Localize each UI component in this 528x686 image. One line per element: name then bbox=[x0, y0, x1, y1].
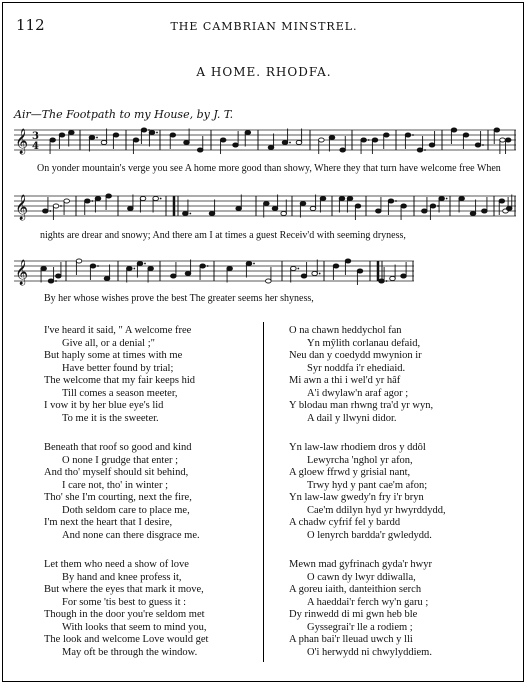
note-head bbox=[43, 209, 49, 213]
verse-line: Doth seldom care to place me, bbox=[62, 504, 190, 516]
note-head bbox=[245, 130, 251, 134]
welsh-stanza bbox=[289, 325, 446, 425]
note-head bbox=[379, 279, 385, 283]
note-head bbox=[104, 276, 110, 280]
verse-line: Gyssegrai'r lle a rodiem ; bbox=[307, 621, 413, 633]
note-head bbox=[376, 209, 382, 213]
welsh-stanza bbox=[289, 559, 446, 659]
verse-line: I've heard it said, " A welcome free bbox=[44, 325, 192, 336]
verse-line: A dail y llwyni didor. bbox=[307, 412, 397, 424]
verse-line: Yn mŷlith corlanau defaid, bbox=[307, 337, 421, 349]
note-head bbox=[345, 259, 351, 263]
note-dot bbox=[289, 142, 291, 144]
time-signature: 3 bbox=[32, 131, 39, 142]
note-head bbox=[281, 211, 287, 215]
verse-line: And none can there disgrace me. bbox=[62, 529, 200, 541]
air-caption: Air—The Footpath to my House, by J. T. bbox=[14, 108, 234, 121]
note-head bbox=[56, 274, 62, 278]
verse-line: A'i dwylaw'n araf agor ; bbox=[307, 387, 409, 399]
note-head bbox=[340, 148, 346, 152]
note-head bbox=[268, 145, 274, 149]
verse-line: Neu dan y coedydd mwynion ir bbox=[289, 350, 422, 361]
note-dot bbox=[424, 149, 426, 151]
note-dot bbox=[412, 134, 414, 136]
verse-line: The welcome that my fair keeps hid bbox=[44, 375, 196, 386]
note-head bbox=[282, 140, 288, 144]
verse-line: A chadw cyfrif fel y bardd bbox=[289, 517, 401, 528]
running-title: THE CAMBRIAN MINSTREL. bbox=[170, 20, 358, 33]
note-dot bbox=[133, 268, 135, 270]
music-lyric-3: By her whose wishes prove the best The greater seems her shyness, bbox=[44, 293, 314, 304]
music-lyric-2: nights are drear and snowy; And there am I at times a guest Receiv'd with seeming dryness, bbox=[40, 230, 406, 241]
treble-clef-icon: 𝄞 bbox=[15, 129, 29, 154]
note-dot bbox=[96, 137, 98, 139]
note-head bbox=[470, 211, 476, 215]
verse-line: Tho' she I'm courting, next the fire, bbox=[44, 492, 192, 503]
verse-line: A goreu iaith, danteithion serch bbox=[289, 584, 422, 595]
note-head bbox=[266, 279, 272, 283]
english-verses bbox=[44, 325, 208, 676]
verse-line: By hand and knee profess it, bbox=[62, 571, 182, 583]
note-dot bbox=[97, 265, 99, 267]
note-head bbox=[133, 138, 139, 142]
note-head bbox=[246, 261, 252, 265]
note-head bbox=[451, 128, 457, 132]
note-head bbox=[482, 209, 488, 213]
note-dot bbox=[189, 213, 191, 215]
note-head bbox=[347, 196, 353, 200]
treble-clef-icon: 𝄞 bbox=[15, 260, 29, 285]
english-stanza bbox=[44, 325, 208, 425]
verse-line: Dy rinwedd di mi gwn heb ble bbox=[289, 609, 418, 620]
music-staff-1 bbox=[14, 122, 516, 168]
verse-line: Have better found by trial; bbox=[62, 362, 174, 374]
note-head bbox=[384, 133, 390, 137]
note-head bbox=[227, 266, 233, 270]
verse-line: The look and welcome Love would get bbox=[44, 634, 209, 645]
verse-line: Y blodau man rhwng tra'd yr wyn, bbox=[289, 400, 434, 411]
note-head bbox=[355, 204, 361, 208]
note-head bbox=[500, 138, 506, 142]
note-head bbox=[85, 199, 91, 203]
note-head bbox=[320, 196, 326, 200]
note-head bbox=[183, 211, 189, 215]
note-head bbox=[505, 138, 511, 142]
verse-line: I care not, tho' in winter ; bbox=[62, 479, 168, 491]
note-head bbox=[310, 206, 316, 210]
note-head bbox=[113, 133, 119, 137]
note-dot bbox=[368, 139, 370, 141]
note-dot bbox=[160, 198, 162, 200]
verse-line: Mewn mad gyfrinach gyda'r hwyr bbox=[289, 559, 433, 570]
note-dot bbox=[297, 268, 299, 270]
note-head bbox=[475, 143, 481, 147]
verse-line: O lenyrch bardda'r gwledydd. bbox=[307, 529, 432, 541]
welsh-verses bbox=[289, 325, 446, 676]
note-head bbox=[184, 140, 190, 144]
note-head bbox=[405, 133, 411, 137]
welsh-stanza bbox=[289, 442, 446, 542]
note-head bbox=[106, 194, 112, 198]
note-head bbox=[41, 266, 47, 270]
verse-line: Cae'm ddilyn hyd yr hwyrddydd, bbox=[307, 504, 446, 516]
note-head bbox=[233, 143, 239, 147]
note-head bbox=[339, 196, 345, 200]
note-head bbox=[236, 206, 242, 210]
note-head bbox=[137, 261, 143, 265]
verse-line: I vow it by her blue eye's lid bbox=[44, 400, 164, 411]
note-head bbox=[312, 271, 318, 275]
note-head bbox=[141, 128, 147, 132]
verse-line: Syr noddfa i'r ehediaid. bbox=[307, 362, 406, 374]
note-head bbox=[329, 135, 335, 139]
note-dot bbox=[446, 198, 448, 200]
note-dot bbox=[156, 132, 158, 134]
note-head bbox=[372, 138, 378, 142]
note-head bbox=[361, 138, 367, 142]
verse-line: Though in the door you're seldom met bbox=[44, 609, 205, 620]
note-dot bbox=[91, 200, 93, 202]
note-head bbox=[50, 138, 56, 142]
verse-line: O'i herwydd ni chwylyddiem. bbox=[307, 646, 432, 658]
column-divider bbox=[263, 322, 264, 662]
verse-line: Trwy hyd y pant cae'm afon; bbox=[307, 479, 428, 491]
note-head bbox=[422, 209, 428, 213]
note-dot bbox=[253, 263, 255, 265]
verse-line: Lewyrcha 'nghol yr afon, bbox=[307, 454, 413, 466]
note-head bbox=[153, 196, 159, 200]
verse-line: A gloew ffrwd y grisial nant, bbox=[289, 467, 411, 478]
note-head bbox=[171, 274, 177, 278]
note-head bbox=[48, 279, 54, 283]
note-head bbox=[459, 196, 465, 200]
note-head bbox=[388, 199, 394, 203]
note-dot bbox=[49, 210, 51, 212]
note-head bbox=[185, 271, 191, 275]
note-head bbox=[200, 264, 206, 268]
verse-line: A haeddai'r ferch wy'n garu ; bbox=[307, 596, 429, 608]
note-head bbox=[401, 204, 407, 208]
note-head bbox=[401, 274, 407, 278]
verse-line: Give all, or a denial ;" bbox=[62, 337, 155, 349]
treble-clef-icon: 𝄞 bbox=[15, 195, 29, 220]
note-dot bbox=[319, 273, 321, 275]
verse-line: O cawn dy lwyr ddiwalla, bbox=[307, 571, 416, 583]
note-head bbox=[59, 133, 65, 137]
note-head bbox=[220, 138, 226, 142]
note-head bbox=[64, 199, 70, 203]
verse-line: Let them who need a show of love bbox=[44, 559, 189, 570]
verse-line: And tho' myself should sit behind, bbox=[44, 467, 189, 478]
english-stanza bbox=[44, 442, 208, 542]
note-head bbox=[417, 148, 423, 152]
verse-line: O na chawn heddychol fan bbox=[289, 325, 402, 336]
music-lyric-1: On yonder mountain's verge you see A home more good than showy, Where they that turn have welcome free When bbox=[37, 163, 501, 174]
note-dot bbox=[60, 205, 62, 207]
note-dot bbox=[207, 265, 209, 267]
verse-line: To me it is the sweeter. bbox=[62, 412, 159, 424]
note-dot bbox=[386, 280, 388, 282]
note-head bbox=[197, 148, 203, 152]
note-head bbox=[127, 266, 133, 270]
note-head bbox=[506, 206, 512, 210]
verse-line: A phan bai'r lleuad uwch y lli bbox=[289, 634, 413, 645]
note-head bbox=[429, 143, 435, 147]
verse-line: For some 'tis best to guess it : bbox=[62, 596, 187, 608]
note-head bbox=[439, 196, 445, 200]
verse-line: Yn law-law gwedy'n fry i'r bryn bbox=[289, 492, 424, 503]
note-head bbox=[357, 269, 363, 273]
verse-line: I'm next the heart that I desire, bbox=[44, 517, 173, 528]
song-title: A HOME. RHODFA. bbox=[196, 65, 332, 79]
note-head bbox=[300, 201, 306, 205]
note-head bbox=[272, 206, 278, 210]
note-head bbox=[291, 266, 297, 270]
time-signature: 4 bbox=[32, 141, 39, 152]
english-stanza bbox=[44, 559, 208, 659]
note-dot bbox=[144, 263, 146, 265]
verse-line: Yn law-law rhodiem dros y ddôl bbox=[289, 442, 426, 453]
verse-line: Beneath that roof so good and kind bbox=[44, 442, 192, 453]
note-head bbox=[264, 201, 270, 205]
note-head bbox=[390, 276, 396, 280]
verse-line: But haply some at times with me bbox=[44, 350, 183, 361]
note-head bbox=[95, 196, 101, 200]
note-head bbox=[101, 140, 107, 144]
verse-line: But where the eyes that mark it move, bbox=[44, 584, 204, 595]
note-head bbox=[53, 204, 59, 208]
verse-line: O none I grudge that enter ; bbox=[62, 454, 179, 466]
note-head bbox=[499, 199, 505, 203]
note-dot bbox=[482, 144, 484, 146]
note-head bbox=[319, 138, 325, 142]
note-dot bbox=[395, 200, 397, 202]
note-head bbox=[90, 264, 96, 268]
note-head bbox=[89, 135, 95, 139]
note-head bbox=[76, 259, 82, 263]
note-head bbox=[128, 206, 134, 210]
note-head bbox=[333, 264, 339, 268]
note-head bbox=[69, 130, 75, 134]
note-head bbox=[149, 130, 155, 134]
verse-line: With looks that seem to mind you, bbox=[62, 621, 207, 633]
music-staff-2 bbox=[14, 188, 516, 234]
note-head bbox=[140, 196, 146, 200]
note-head bbox=[430, 204, 436, 208]
note-dot bbox=[55, 280, 57, 282]
page-number: 112 bbox=[16, 16, 45, 34]
note-head bbox=[148, 266, 154, 270]
verse-line: Till comes a season meeter, bbox=[62, 387, 178, 399]
verse-line: May oft be through the window. bbox=[62, 646, 198, 658]
note-head bbox=[463, 133, 469, 137]
note-head bbox=[209, 211, 215, 215]
note-head bbox=[301, 274, 307, 278]
note-head bbox=[296, 140, 302, 144]
note-head bbox=[494, 128, 500, 132]
note-head bbox=[170, 133, 176, 137]
verse-line: Mi awn a thi i wel'd yr hâf bbox=[289, 375, 401, 386]
